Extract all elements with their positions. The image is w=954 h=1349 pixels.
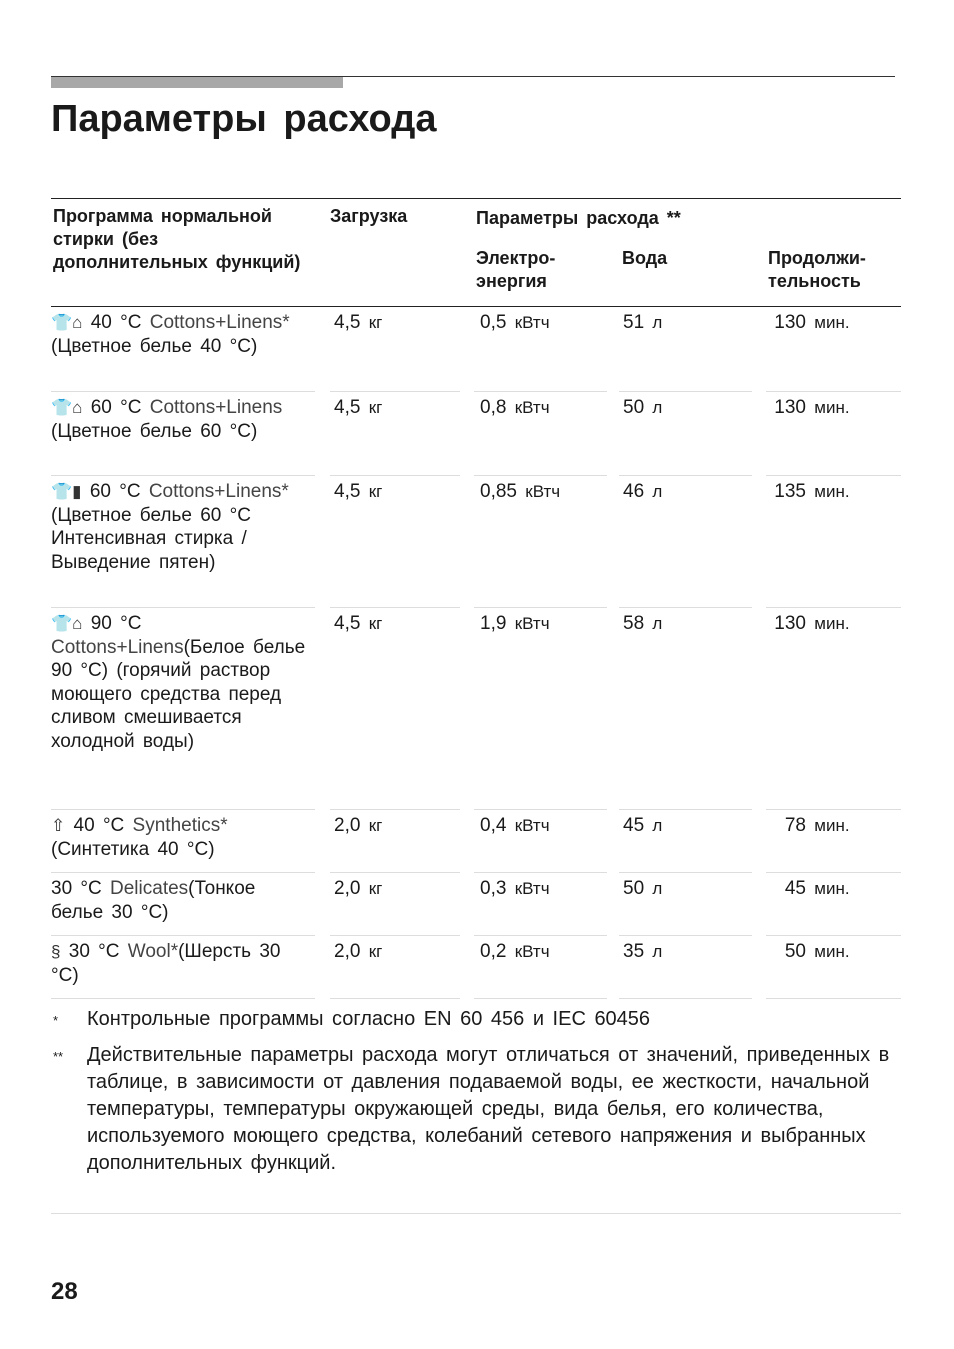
load-unit: кг xyxy=(368,398,383,417)
footnotes xyxy=(51,1006,901,1186)
ru: (Белое белье 90 °C) (горячий раствор моющего средства перед сливом смешивается холодной воды) xyxy=(51,636,306,752)
load: 2,0 xyxy=(334,878,361,899)
temp: 60 °C xyxy=(90,397,142,418)
load: 4,5 xyxy=(334,613,361,634)
energy-cell xyxy=(474,936,607,999)
load-cell xyxy=(330,392,460,476)
energy-cell xyxy=(474,307,607,392)
duration-cell xyxy=(766,810,901,873)
duration-cell xyxy=(766,608,901,810)
header-load: Загрузка xyxy=(330,206,408,226)
energy-cell xyxy=(474,392,607,476)
icon: ⇧ xyxy=(51,816,66,835)
duration-unit: мин. xyxy=(814,816,850,835)
header-duration: Продолжи-тельность xyxy=(768,248,866,291)
program-cell xyxy=(51,810,315,873)
ru: (Шерсть 30 °C) xyxy=(51,941,281,986)
table-header xyxy=(51,199,901,307)
ru: (Цветное белье 60 °C) xyxy=(51,420,258,442)
water-cell xyxy=(619,936,752,999)
divider xyxy=(51,1213,901,1214)
water: 50 xyxy=(623,397,645,418)
duration: 45 xyxy=(784,878,806,899)
water: 50 xyxy=(623,878,645,899)
program-cell xyxy=(51,476,315,608)
table-row xyxy=(51,873,901,936)
duration-unit: мин. xyxy=(814,942,850,961)
program-cell xyxy=(51,873,315,936)
footnote-mark: ** xyxy=(53,1049,64,1064)
load-cell xyxy=(330,307,460,392)
load-unit: кг xyxy=(368,482,383,501)
energy: 1,9 xyxy=(480,613,507,634)
duration: 130 xyxy=(774,397,806,418)
footnote xyxy=(51,1006,901,1033)
load-unit: кг xyxy=(368,313,383,332)
energy-unit: кВтч xyxy=(514,313,550,332)
duration: 135 xyxy=(774,481,806,502)
energy-unit: кВтч xyxy=(514,614,550,633)
duration-cell xyxy=(766,392,901,476)
load-cell xyxy=(330,608,460,810)
duration: 78 xyxy=(784,815,806,836)
load: 4,5 xyxy=(334,312,361,333)
duration-unit: мин. xyxy=(814,313,850,332)
energy-unit: кВтч xyxy=(525,482,561,501)
footnote xyxy=(51,1042,901,1177)
footnote-mark: * xyxy=(53,1013,59,1028)
ru: (Цветное белье 60 °C Интенсивная стирка / Выведение пятен) xyxy=(51,504,251,573)
header-bar xyxy=(51,77,343,88)
page-number: 28 xyxy=(51,1278,78,1305)
energy-cell xyxy=(474,476,607,608)
load: 2,0 xyxy=(334,941,361,962)
duration-cell xyxy=(766,873,901,936)
header-water: Вода xyxy=(622,248,668,268)
table-row xyxy=(51,936,901,999)
load-cell xyxy=(330,810,460,873)
program-cell xyxy=(51,307,315,392)
ru: (Тонкое белье 30 °C) xyxy=(51,878,256,923)
en: Cottons+Linens xyxy=(149,397,283,418)
header-program: Программа нормальной стирки (без дополнительных функций) xyxy=(53,206,301,272)
header-energy: Электро-энергия xyxy=(476,248,556,291)
icon: 👕⌂ xyxy=(51,614,83,633)
energy: 0,3 xyxy=(480,878,507,899)
load-unit: кг xyxy=(368,942,383,961)
load-unit: кг xyxy=(368,879,383,898)
energy-cell xyxy=(474,608,607,810)
duration-unit: мин. xyxy=(814,482,850,501)
water-cell xyxy=(619,608,752,810)
en: Delicates xyxy=(110,878,189,899)
water-unit: л xyxy=(652,482,663,501)
load-cell xyxy=(330,936,460,999)
table-row xyxy=(51,392,901,476)
energy-cell xyxy=(474,873,607,936)
en: Cottons+Linens xyxy=(51,636,184,658)
water-unit: л xyxy=(652,313,663,332)
energy: 0,85 xyxy=(480,481,517,502)
energy: 0,5 xyxy=(480,312,507,333)
duration: 130 xyxy=(774,312,806,333)
water: 46 xyxy=(623,481,645,502)
energy-cell xyxy=(474,810,607,873)
water-cell xyxy=(619,307,752,392)
temp: 60 °C xyxy=(89,481,141,502)
table-row xyxy=(51,810,901,873)
duration-unit: мин. xyxy=(814,398,850,417)
water: 51 xyxy=(623,312,645,333)
energy: 0,8 xyxy=(480,397,507,418)
temp: 90 °C xyxy=(90,613,142,634)
load: 4,5 xyxy=(334,397,361,418)
header-consumption: Параметры расхода ** xyxy=(476,208,681,228)
en: Synthetics* xyxy=(132,815,228,836)
program-cell xyxy=(51,936,315,999)
energy-unit: кВтч xyxy=(514,942,550,961)
water-unit: л xyxy=(652,942,663,961)
water-unit: л xyxy=(652,398,663,417)
energy: 0,4 xyxy=(480,815,507,836)
temp: 40 °C xyxy=(73,815,125,836)
en: Wool* xyxy=(127,941,179,962)
temp: 40 °C xyxy=(90,312,142,333)
load-unit: кг xyxy=(368,816,383,835)
table-row xyxy=(51,476,901,608)
energy-unit: кВтч xyxy=(514,398,550,417)
water-unit: л xyxy=(652,614,663,633)
load-unit: кг xyxy=(368,614,383,633)
water: 58 xyxy=(623,613,645,634)
load-cell xyxy=(330,476,460,608)
water-unit: л xyxy=(652,816,663,835)
temp: 30 °C xyxy=(68,941,120,962)
duration-cell xyxy=(766,476,901,608)
en: Cottons+Linens* xyxy=(148,481,289,502)
load: 2,0 xyxy=(334,815,361,836)
page-title: Параметры расхода xyxy=(51,98,437,140)
duration-unit: мин. xyxy=(814,879,850,898)
footnote-text: Действительные параметры расхода могут отличаться от значений, приведенных в таблице, в зависимости от давления подаваемой воды, ее жесткости, начальной температуры, температуры окружающей среды, вида белья, его количества, используемого моющего средства, колебаний сетевого напряжения и выбранных дополнительных функций. xyxy=(87,1044,890,1174)
duration-unit: мин. xyxy=(814,614,850,633)
energy-unit: кВтч xyxy=(514,879,550,898)
program-cell xyxy=(51,608,315,810)
footnote-text: Контрольные программы согласно EN 60 456 и IEC 60456 xyxy=(87,1008,651,1030)
water-cell xyxy=(619,873,752,936)
energy: 0,2 xyxy=(480,941,507,962)
water-cell xyxy=(619,810,752,873)
water-cell xyxy=(619,392,752,476)
icon: 👕▮ xyxy=(51,482,82,501)
water-unit: л xyxy=(652,879,663,898)
water: 45 xyxy=(623,815,645,836)
table-row xyxy=(51,307,901,392)
load-cell xyxy=(330,873,460,936)
table-row xyxy=(51,608,901,810)
consumption-table xyxy=(51,198,901,999)
duration: 130 xyxy=(774,613,806,634)
water: 35 xyxy=(623,941,645,962)
duration-cell xyxy=(766,307,901,392)
en: Cottons+Linens* xyxy=(149,312,290,333)
energy-unit: кВтч xyxy=(514,816,550,835)
load: 4,5 xyxy=(334,481,361,502)
duration: 50 xyxy=(784,941,806,962)
icon: 👕⌂ xyxy=(51,398,83,417)
ru: (Синтетика 40 °C) xyxy=(51,838,215,860)
icon: 👕⌂ xyxy=(51,313,83,332)
temp: 30 °C xyxy=(51,878,102,899)
icon: § xyxy=(51,942,61,961)
table-body xyxy=(51,307,901,999)
header-rule xyxy=(51,76,895,77)
duration-cell xyxy=(766,936,901,999)
water-cell xyxy=(619,476,752,608)
program-cell xyxy=(51,392,315,476)
ru: (Цветное белье 40 °C) xyxy=(51,335,258,357)
